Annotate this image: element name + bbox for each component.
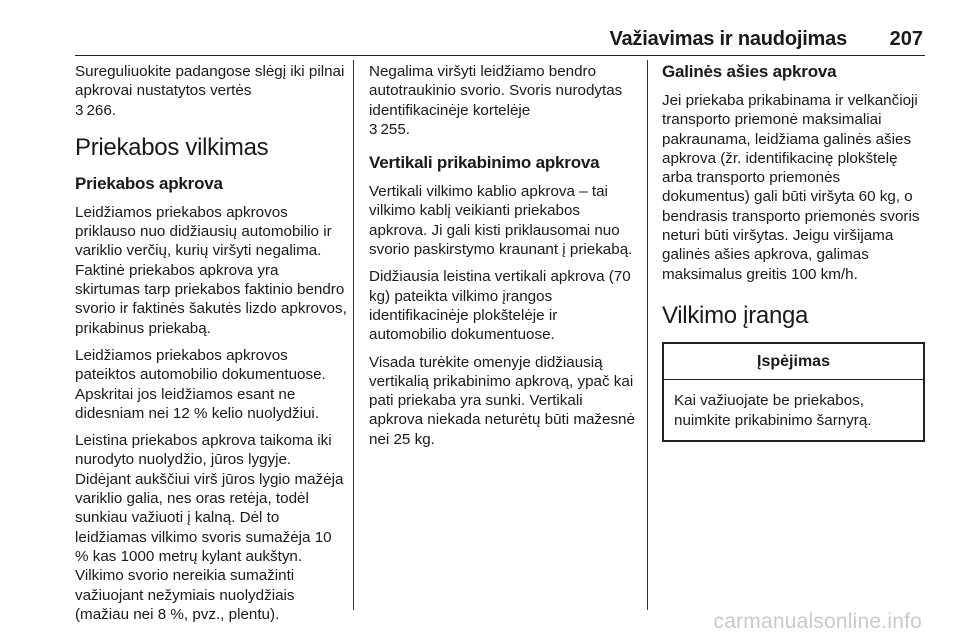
intro-paragraph (75, 62, 347, 120)
gross-weight-text: Negalima viršyti leidžiamo bendro autotraukinio svorio. Svoris nurodytas identifikacinėje kortelėje (369, 63, 623, 119)
column-divider-left (353, 60, 354, 610)
page-header (75, 24, 925, 54)
warning-title: Įspėjimas (664, 344, 923, 380)
trailer-load-paragraph-1: Leidžiamos priekabos apkrovos priklauso nuo didžiausių automobilio ir variklio verčių, kurių viršyti negalima. Faktinė priekabos apkrova yra skirtumas tarp priekabos faktinio bendro svorio ir faktinės šakutės lizdo apkrovos, prikabinus priekabą. (75, 203, 347, 337)
intro-text: Sureguliuokite padangose slėgį iki pilnai apkrovai nustatytos vertės (75, 63, 345, 100)
subsection-title-rear-axle-load: Galinės ašies apkrova (662, 62, 837, 81)
warning-box (662, 342, 925, 442)
page-number: 207 (889, 28, 923, 50)
warning-text: Kai važiuojate be priekabos, nuimkite prikabinimo šarnyrą. (674, 392, 872, 429)
subsection-title-vertical-load: Vertikali prikabinimo apkrova (369, 153, 600, 173)
intro-page-ref[interactable]: 266. (86, 101, 117, 119)
vertical-load-paragraph-1: Vertikali vilkimo kablio apkrova – tai vilkimo kablį veikianti priekabos apkrova. Ji gali kisti priklausomai nuo svorio paskirstymo kraunant į priekabą. (369, 183, 633, 259)
rear-axle-paragraph: Jei priekaba prikabinama ir velkančioji transporto priemonė maksimaliai pakraunama, leidžiama galinės ašies apkrova (žr. identifikacinę plokštelę arba transporto priemonės dokumentus) gali būti viršyta 60 kg, o bendrasis transporto priemonės svoris neturi būti viršytas. Jeigu viršijama galinės ašies apkrova, galimas maksimalus greitis 100 km/h. (662, 92, 920, 283)
watermark: carmanualsonline.info (713, 610, 922, 633)
header-title: Važiavimas ir naudojimas (609, 28, 847, 50)
column-1 (75, 62, 347, 632)
gross-weight-page-ref[interactable]: 255. (380, 120, 411, 138)
vertical-load-paragraph-3: Visada turėkite omenyje didžiausią vertikalią prikabinimo apkrovą, ypač kai pati priekaba yra sunki. Vertikali apkrova niekada neturėtų būti mažesnė nei 25 kg. (369, 353, 635, 448)
header-rule (75, 55, 925, 56)
subsection-title-trailer-load: Priekabos apkrova (75, 173, 223, 193)
column-2 (369, 62, 639, 457)
arrow-right-icon: 3 (75, 101, 84, 119)
trailer-load-paragraph-3: Leistina priekabos apkrova taikoma iki nurodyto nuolydžio, jūros lygyje. Didėjant aukščiui virš jūros lygio mažėja variklio galia, nes oras retėja, todėl sunkiau važiuoti į kalną. Dėl to leidžiamas vilkimo svoris sumažėja 10 % kas 1000 metrų kylant aukštyn. Vilkimo svorio nereikia sumažinti važiuojant nežymiais nuolydžiais (mažiau nei 8 %, pvz., plentu). (75, 432, 344, 623)
column-divider-right (647, 60, 648, 610)
gross-weight-paragraph (369, 62, 639, 139)
column-3 (662, 62, 925, 442)
vertical-load-paragraph-2: Didžiausia leistina vertikali apkrova (70 kg) pateikta vilkimo įrangos identifikacinėje plokštelėje ir automobilio dokumentuose. (369, 268, 631, 344)
arrow-right-icon: 3 (369, 120, 378, 138)
trailer-load-paragraph-2: Leidžiamos priekabos apkrovos pateiktos automobilio dokumentuose. Apskritai jos leidžiamos esant ne didesniam nei 12 % kelio nuolydžiui. (75, 346, 326, 422)
section-title-trailer-towing: Priekabos vilkimas (75, 133, 269, 161)
section-title-towing-equipment: Vilkimo įranga (662, 301, 809, 329)
